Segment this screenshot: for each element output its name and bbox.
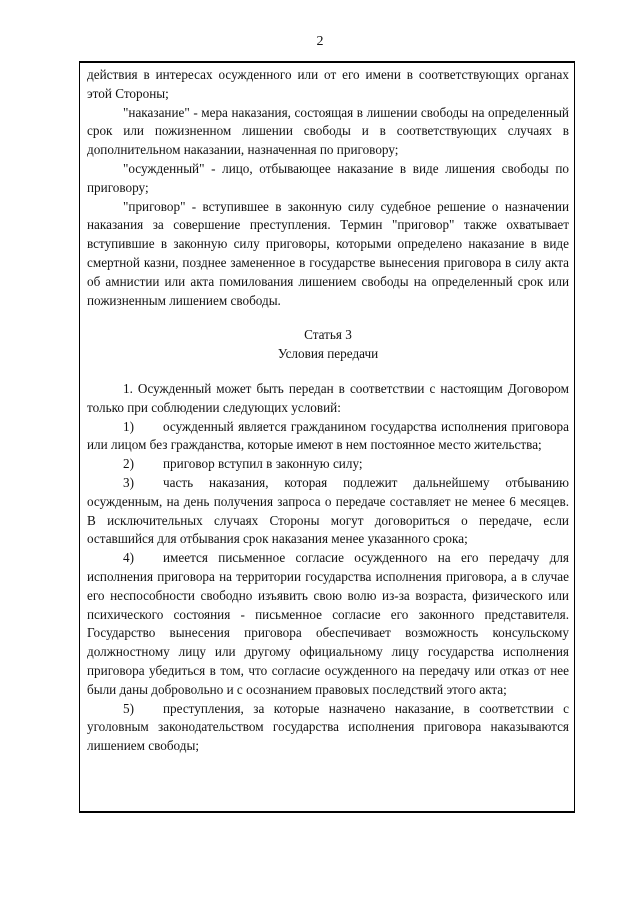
definition-punishment: "наказание" - мера наказания, состоящая в лишении свободы на определенный срок или пожизненном лишении свободы и в соответствующих случаях в дополнительном наказании, назначенная по приговору; (87, 104, 569, 158)
condition-text: приговор вступил в законную силу; (163, 456, 363, 472)
condition-text: преступления, за которые назначено наказание, в соответствии с уголовным законодательством государства исполнения приговора наказываются лишением свободы; (87, 700, 569, 754)
condition-number: 3) (123, 474, 134, 490)
page-number: 2 (316, 34, 324, 49)
article-intro: 1. Осужденный может быть передан в соответствии с настоящим Договором только при соблюдении следующих условий: (87, 380, 569, 415)
definition-sentence: "приговор" - вступившее в законную силу судебное решение о назначении наказания за совершение преступления. Термин "приговор" также охватывает вступившие в законную силу приговоры, которыми определено наказание в виде смертной казни, позднее замененное в государстве вынесения приговора в силу акта об амнистии или акта помилования лишением свободы на определенный срок или пожизненным лишением свободы. (87, 198, 569, 308)
article-title: Условия передачи (277, 346, 379, 362)
condition-text: имеется письменное согласие осужденного на его передачу для исполнения приговора на территории государства исполнения приговора, а в случае его неспособности свободно изъявить свою волю из-за возраста, физического или психического состояния - письменное согласие его законного представителя. Государство вынесения приговора обеспечивает возможность консульскому должностному лицу или другому официальному лицу государства исполнения приговора убедиться в том, что согласие осужденного на передачу или отказ от нее были даны добровольно и с осознанием правовых последствий этого акта; (87, 550, 569, 697)
article-number: Статья 3 (304, 327, 352, 343)
condition-item (87, 418, 569, 456)
condition-text: часть наказания, которая подлежит дальнейшему отбыванию осужденным, на день получения запроса о передаче составляет не менее 6 месяцев. В исключительных случаях Стороны могут договориться о передаче, если оставшийся для отбывания срок наказания менее указанного срока; (87, 474, 569, 547)
condition-number: 5) (123, 700, 134, 716)
condition-number: 2) (123, 456, 134, 472)
condition-number: 1) (123, 418, 134, 434)
definition-convict: "осужденный" - лицо, отбывающее наказание в виде лишения свободы по приговору; (87, 160, 569, 195)
condition-item (87, 474, 569, 549)
paragraph-continuation: действия в интересах осужденного или от его имени в соответствующих органах этой Стороны; (87, 67, 569, 101)
condition-text: осужденный является гражданином государства исполнения приговора или лицом без гражданства, которые имеют в нем постоянное место жительства; (87, 418, 569, 453)
condition-item (87, 700, 569, 756)
condition-item (87, 455, 569, 474)
condition-item (87, 549, 569, 699)
condition-number: 4) (123, 550, 134, 566)
document-body (87, 66, 569, 756)
